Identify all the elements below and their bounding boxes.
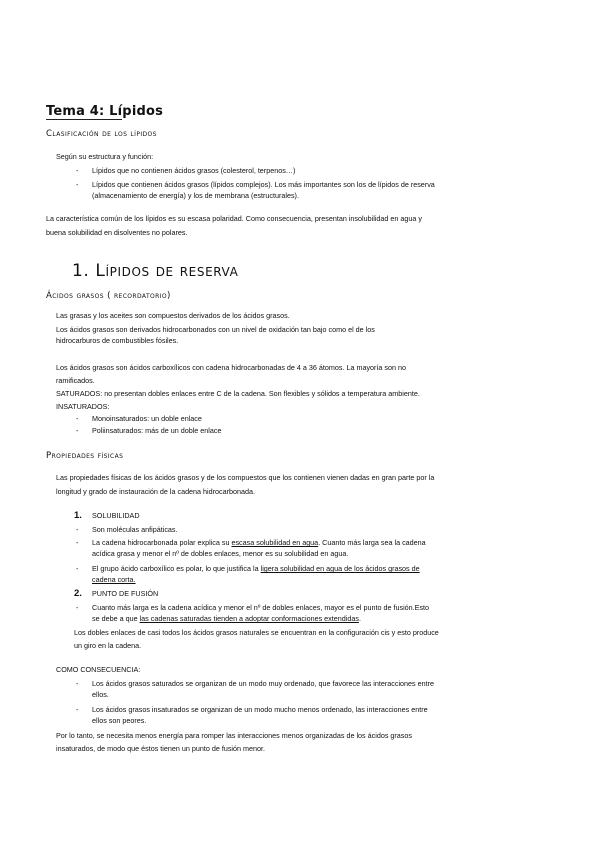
paragraph-line: buena solubilidad en disolventes no polares. bbox=[46, 228, 188, 237]
list-item-continuation: ellos. bbox=[92, 690, 109, 699]
paragraph-line: hidrocarburos de combustibles fósiles. bbox=[56, 336, 179, 345]
subsection-heading: Propiedades físicas bbox=[46, 451, 124, 461]
bullet-dash: - bbox=[76, 603, 79, 612]
melting-point-label: PUNTO DE FUSIÓN bbox=[92, 589, 159, 598]
page-title: Tema 4: Lípidos bbox=[46, 104, 164, 119]
bullet-dash: - bbox=[76, 679, 79, 688]
list-item: Los ácidos grasos insaturados se organizan de un modo mucho menos ordenado, las interacciones entre bbox=[92, 705, 428, 714]
text-run: se debe a que bbox=[92, 614, 140, 623]
list-item: Poliinsaturados: más de un doble enlace bbox=[92, 426, 222, 435]
list-item bbox=[92, 564, 420, 574]
list-item: Son moléculas anfipáticas. bbox=[92, 525, 178, 534]
text-run: La cadena hidrocarbonada polar explica su bbox=[92, 538, 232, 547]
list-number: 2. bbox=[74, 588, 82, 599]
list-number: 1. bbox=[74, 510, 82, 521]
paragraph-line: La característica común de los lípidos es su escasa polaridad. Como consecuencia, presentan insolubilidad en agua y bbox=[46, 214, 422, 223]
list-item-continuation: cadena corta. bbox=[92, 575, 136, 584]
paragraph-line: insaturados, de modo que éstos tienen un punto de fusión menor. bbox=[56, 744, 265, 753]
paragraph-line: SATURADOS: no presentan dobles enlaces entre C de la cadena. Son flexibles y sólidos a temperatura ambiente. bbox=[56, 389, 420, 398]
paragraph-line: Por lo tanto, se necesita menos energía para romper las interacciones menos organizadas de los ácidos grasos bbox=[56, 731, 412, 740]
classification-intro: Según su estructura y función: bbox=[56, 152, 154, 161]
list-item-continuation bbox=[92, 614, 361, 624]
paragraph-line: Las propiedades físicas de los ácidos grasos y de los compuestos que los contienen vienen dadas en gran parte por la bbox=[56, 473, 435, 482]
text-run: . bbox=[358, 614, 361, 623]
text-run: El grupo ácido carboxílico es polar, lo que justifica la bbox=[92, 564, 261, 573]
bullet-dash: - bbox=[76, 705, 79, 714]
bullet-dash: - bbox=[76, 166, 79, 175]
bullet-dash: - bbox=[76, 564, 79, 573]
bullet-dash: - bbox=[76, 538, 79, 547]
bullet-dash: - bbox=[76, 180, 79, 189]
paragraph-line bbox=[56, 325, 484, 335]
solubility-label: SOLUBILIDAD bbox=[92, 511, 140, 520]
list-item-continuation: acídica grasa y menor el nº de dobles enlaces, menor es su solubilidad en agua. bbox=[92, 549, 349, 558]
section-heading: 1. Lípidos de reserva bbox=[72, 261, 239, 281]
paragraph-line: ramificados. bbox=[56, 376, 95, 385]
list-item: Cuanto más larga es la cadena acídica y menor el nº de dobles enlaces, mayor es el punto de fusión.Esto bbox=[92, 603, 430, 612]
paragraph-line: Las grasas y los aceites son compuestos derivados de los ácidos grasos. bbox=[56, 311, 290, 320]
list-item-continuation: (almacenamiento de energía) y los de membrana (estructurales). bbox=[92, 191, 299, 200]
text-run: . Cuanto más larga sea la cadena bbox=[318, 538, 426, 547]
paragraph-line: INSATURADOS: bbox=[56, 402, 110, 411]
paragraph-line: un giro en la cadena. bbox=[74, 641, 142, 650]
paragraph-line: longitud y grado de instauración de la cadena hidrocarbonada. bbox=[56, 487, 255, 496]
bullet-dash: - bbox=[76, 525, 79, 534]
title-underline bbox=[46, 119, 122, 120]
underlined-text: las cadenas saturadas tienden a adoptar conformaciones extendidas bbox=[139, 614, 359, 623]
list-item: Los ácidos grasos saturados se organizan de un modo muy ordenado, que favorece las interacciones entre bbox=[92, 679, 435, 688]
paragraph-line: Los ácidos grasos son ácidos carboxílicos con cadena hidrocarbonadas de 4 a 36 átomos. La mayoría son no bbox=[56, 363, 407, 372]
list-item: Lípidos que no contienen ácidos grasos (colesterol, terpenos…) bbox=[92, 166, 296, 175]
list-item-continuation: ellos son peores. bbox=[92, 716, 147, 725]
underlined-text: ligera solubilidad en agua de los ácidos grasos de bbox=[260, 564, 420, 573]
subsection-heading: Ácidos grasos ( recordatorio) bbox=[46, 291, 171, 301]
bullet-dash: - bbox=[76, 414, 79, 423]
paragraph-line: Los dobles enlaces de casi todos los ácidos grasos naturales se encuentran en la configuración cis y esto produce bbox=[74, 628, 439, 637]
list-item bbox=[92, 538, 426, 548]
underlined-text: escasa solubilidad en agua bbox=[231, 538, 319, 547]
list-item: Lípidos que contienen ácidos grasos (lípidos complejos). Los más importantes son los de lípidos de reserva bbox=[92, 180, 435, 189]
consequence-label: COMO CONSECUENCIA: bbox=[56, 665, 141, 674]
justified-line: Los ácidos grasos son derivados hidrocarbonados con un nivel de oxidación tan bajo como el de los bbox=[56, 325, 375, 334]
classification-heading: Clasificación de los lípidos bbox=[46, 129, 157, 139]
bullet-dash: - bbox=[76, 426, 79, 435]
list-item: Monoinsaturados: un doble enlace bbox=[92, 414, 202, 423]
